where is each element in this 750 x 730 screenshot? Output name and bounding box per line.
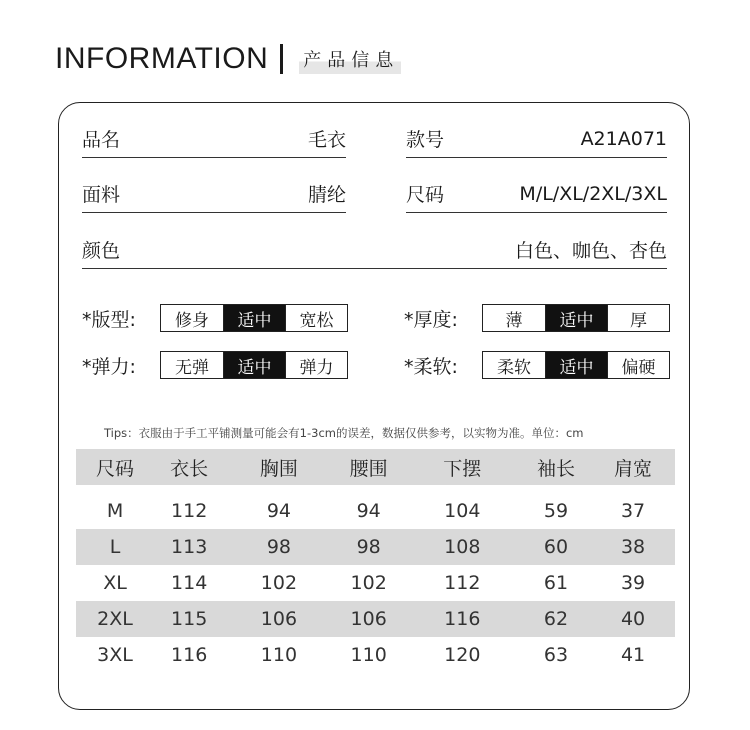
code-key: 款号: [406, 129, 445, 151]
table-cell: 114: [171, 572, 208, 594]
option-choice: 宽松: [285, 305, 347, 331]
info-row-code: [406, 120, 667, 158]
color-key: 颜色: [82, 240, 121, 262]
option-softness-label: *柔软:: [404, 355, 458, 378]
option-thickness-label: *厚度:: [404, 308, 458, 331]
table-cell: 38: [620, 536, 646, 558]
table-cell: 41: [620, 644, 646, 666]
table-cell: 94: [266, 500, 291, 522]
size-value: M/L/XL/2XL/3XL: [519, 182, 667, 205]
page-header: [55, 38, 401, 80]
option-choice-selected: 适中: [223, 305, 285, 331]
title-divider: [280, 44, 283, 74]
table-cell: 98: [266, 536, 291, 558]
table-header-row: [76, 449, 675, 485]
table-cell: L: [109, 536, 121, 558]
table-header-cell: 胸围: [259, 457, 298, 480]
table-cell: 59: [543, 500, 569, 522]
name-value: 毛衣: [307, 129, 346, 151]
info-row-color: [82, 231, 667, 269]
table-cell: 116: [171, 644, 208, 666]
info-row-fabric: [82, 175, 346, 213]
table-cell: 94: [356, 500, 381, 522]
color-value: 白色、咖色、杏色: [514, 240, 667, 262]
size-key: 尺码: [406, 184, 445, 206]
option-choice-selected: 适中: [545, 305, 607, 331]
fabric-value: 腈纶: [307, 184, 346, 206]
size-table: [76, 449, 675, 673]
table-row: [76, 637, 675, 673]
option-choice-selected: 适中: [223, 352, 285, 378]
table-cell: XL: [103, 572, 127, 594]
table-cell: 110: [350, 644, 387, 666]
option-softness-choices: [482, 351, 670, 379]
table-cell: 106: [350, 608, 387, 630]
table-cell: 116: [444, 608, 481, 630]
table-cell: 102: [350, 572, 387, 594]
option-choice: 厚: [607, 305, 669, 331]
option-fit-label: *版型:: [82, 308, 136, 331]
table-cell: 40: [620, 608, 646, 630]
fabric-key: 面料: [82, 184, 121, 206]
table-row: [76, 601, 675, 637]
table-cell: 113: [171, 536, 208, 558]
table-cell: 115: [171, 608, 208, 630]
table-header-cell: 肩宽: [614, 457, 653, 480]
option-choice: 弹力: [285, 352, 347, 378]
option-choice: 薄: [505, 310, 523, 331]
option-thickness-choices: [482, 304, 670, 332]
option-choice: 修身: [175, 310, 209, 331]
table-header-cell: 腰围: [349, 457, 388, 480]
table-cell: 112: [171, 500, 208, 522]
table-cell: 104: [444, 500, 481, 522]
table-cell: 63: [543, 644, 569, 666]
option-elasticity-label: *弹力:: [82, 355, 136, 378]
table-cell: 60: [543, 536, 569, 558]
option-elasticity-choices: [160, 351, 348, 379]
table-row: [76, 493, 675, 529]
table-cell: 98: [356, 536, 381, 558]
option-choice: 无弹: [175, 357, 209, 378]
table-header-cell: 衣长: [170, 457, 209, 480]
option-fit: [82, 304, 348, 332]
table-cell: 112: [444, 572, 481, 594]
title-english: INFORMATION: [55, 42, 269, 75]
table-header-cell: 袖长: [536, 457, 575, 480]
table-cell: 2XL: [97, 608, 133, 630]
option-softness: [404, 351, 670, 379]
option-thickness: [404, 304, 670, 332]
option-elasticity: [82, 351, 348, 379]
table-cell: 108: [444, 536, 481, 558]
table-cell: M: [106, 500, 124, 522]
code-value: A21A071: [580, 127, 667, 150]
option-fit-choices: [160, 304, 348, 332]
table-cell: 102: [260, 572, 298, 594]
table-cell: 106: [260, 608, 298, 630]
table-cell: 110: [260, 644, 298, 666]
table-header-cell: 尺码: [96, 457, 135, 480]
table-cell: 3XL: [97, 644, 133, 666]
table-row: [76, 565, 675, 601]
option-choice: 柔软: [497, 357, 531, 378]
table-cell: 39: [620, 572, 646, 594]
table-header-cell: 下摆: [443, 457, 482, 480]
info-row-name: [82, 120, 346, 158]
title-chinese: 产品信息: [299, 44, 401, 74]
table-cell: 62: [543, 608, 569, 630]
table-row: [76, 529, 675, 565]
table-cell: 37: [620, 500, 646, 522]
info-row-size: [406, 175, 667, 213]
table-cell: 120: [444, 644, 481, 666]
option-choice-selected: 适中: [545, 352, 607, 378]
name-key: 品名: [82, 129, 121, 151]
measurement-tips: Tips：衣服由于手工平铺测量可能会有1-3cm的误差，数据仅供参考，以实物为准。单位：cm: [104, 426, 584, 440]
table-cell: 61: [543, 572, 569, 594]
option-choice: 偏硬: [607, 352, 669, 378]
